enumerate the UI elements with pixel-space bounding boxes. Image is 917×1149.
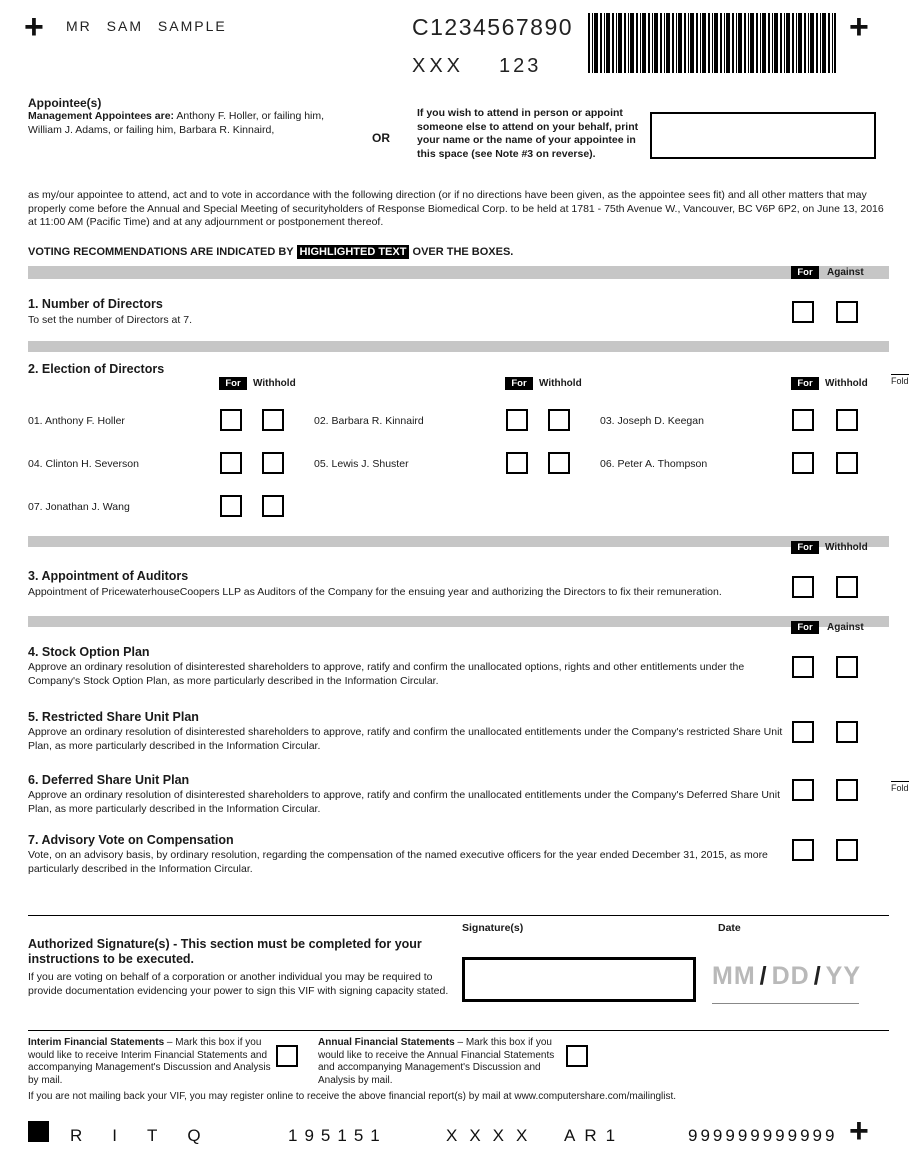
item4-title — [28, 645, 150, 659]
director-01-for-checkbox[interactable] — [220, 409, 242, 431]
director-06-num: 06. — [600, 458, 615, 470]
date-mm-placeholder[interactable]: MM — [712, 962, 756, 990]
signature-section-divider — [28, 915, 889, 916]
director-02-for-checkbox[interactable] — [506, 409, 528, 431]
item1-against-checkbox[interactable] — [836, 301, 858, 323]
management-appointees-text — [28, 110, 360, 137]
crop-mark-top-right: + — [849, 8, 869, 46]
date-dd-placeholder[interactable]: DD — [771, 962, 810, 990]
section-divider-bar-4 — [28, 616, 889, 627]
director-07-for-checkbox[interactable] — [220, 495, 242, 517]
for-column-header-3: For — [791, 541, 819, 554]
item3-withhold-checkbox[interactable] — [836, 576, 858, 598]
director-03-num: 03. — [600, 415, 615, 427]
date-separator-1: / — [759, 962, 768, 990]
annual-statements-text — [318, 1037, 564, 1087]
for-column-header-col2: For — [505, 377, 533, 390]
item5-title — [28, 710, 199, 724]
director-04-label: Clinton H. Severson — [45, 458, 139, 470]
appointee-section-title: Appointee(s) — [28, 96, 102, 110]
management-appointees-names: Anthony F. Holler, or failing him, William J. Adams, or failing him, Barbara R. Kinnaird, — [28, 110, 325, 136]
director-07-num: 07. — [28, 501, 43, 513]
appointee-name-box[interactable] — [650, 112, 876, 159]
intro-paragraph: as my/our appointee to attend, act and to vote in accordance with the following direction (or if no directions have been given, as the appointee sees fit) and all other matters that may properly come before the Annual and Special Meeting of securityholders of Response Biomedical Corp. to be held at 1781 - 75th Avenue W., Vancouver, BC V6P 6P2, on June 13, 2016 at 11:00 AM (Pacific Time) and at any adjournment or postponement thereof. — [28, 189, 884, 228]
barcode — [588, 13, 836, 73]
withhold-column-header-3: Withhold — [825, 542, 868, 553]
director-02-num: 02. — [314, 415, 329, 427]
recommendation-note — [28, 246, 513, 258]
appointee-instruction: If you wish to attend in person or appoint someone else to attend on your behalf, print your name or the name of your appointee in this space (see Note #3 on reverse). — [417, 107, 639, 160]
annual-statements-body: – Mark this box if you would like to receive the Annual Financial Statements and accompanying Management's Discussion and Analysis by mail. — [318, 1037, 555, 1086]
director-05-label: Lewis J. Shuster — [331, 458, 409, 470]
director-01-name — [28, 415, 125, 429]
item7-against-checkbox[interactable] — [836, 839, 858, 861]
item6-description: Approve an ordinary resolution of disinterested shareholders to approve, ratify and confirm the unallocated entitlements under the Company's Deferred Share Unit Plan, as more particularly described in the Information Circular. — [28, 789, 781, 815]
item3-description: Appointment of PricewaterhouseCoopers LLP as Auditors of the Company for the ensuing year and authorizing the Directors to fix their remuneration. — [28, 586, 722, 598]
director-01-num: 01. — [28, 415, 43, 427]
footer-code-ar1: AR1 — [564, 1126, 625, 1145]
item6-number: 6. — [28, 773, 39, 787]
director-06-withhold-checkbox[interactable] — [836, 452, 858, 474]
director-02-withhold-checkbox[interactable] — [548, 409, 570, 431]
director-07-name — [28, 501, 130, 515]
item2-title — [28, 362, 164, 376]
footer-code-195151: 195151 — [288, 1126, 387, 1145]
item7-title-text: Advisory Vote on Compensation — [41, 833, 234, 847]
date-label: Date — [718, 922, 741, 934]
date-field[interactable] — [712, 962, 861, 991]
authorized-signature-heading: Authorized Signature(s) - This section must be completed for your instructions to be executed. — [28, 937, 422, 966]
withhold-column-header-col3: Withhold — [825, 378, 868, 389]
director-07-label: Jonathan J. Wang — [45, 501, 130, 513]
footer-code-ritq: RITQ — [70, 1126, 231, 1145]
director-03-withhold-checkbox[interactable] — [836, 409, 858, 431]
scan-registration-square — [28, 1121, 49, 1142]
item1-title — [28, 297, 163, 311]
director-05-for-checkbox[interactable] — [506, 452, 528, 474]
director-05-name — [314, 458, 409, 472]
item7-description: Vote, on an advisory basis, by ordinary resolution, regarding the compensation of the named executive officers for the year ended December 31, 2015, as more particularly described in the Information Circular. — [28, 849, 768, 875]
director-07-withhold-checkbox[interactable] — [262, 495, 284, 517]
mailing-list-note: If you are not mailing back your VIF, you may register online to receive the above financial report(s) by mail at www.computershare.com/mailinglist. — [28, 1091, 677, 1102]
interim-statements-checkbox[interactable] — [276, 1045, 298, 1067]
for-column-header-1: For — [791, 266, 819, 279]
for-column-header-col3: For — [791, 377, 819, 390]
director-04-for-checkbox[interactable] — [220, 452, 242, 474]
item7-title — [28, 833, 234, 847]
recommendation-prefix: VOTING RECOMMENDATIONS ARE INDICATED BY — [28, 246, 297, 258]
item6-for-checkbox[interactable] — [792, 779, 814, 801]
director-01-label: Anthony F. Holler — [44, 415, 125, 427]
item5-description: Approve an ordinary resolution of disinterested shareholders to approve, ratify and confirm the unallocated entitlements under the Company's restricted Share Unit Plan, as more particularly described in the Information Circular. — [28, 726, 783, 752]
fold-marker-1: Fold — [891, 376, 909, 386]
holder-code-123: 123 — [499, 55, 542, 77]
director-04-name — [28, 458, 139, 472]
withhold-column-header-col2: Withhold — [539, 378, 582, 389]
director-06-label: Peter A. Thompson — [617, 458, 708, 470]
signature-box[interactable] — [462, 957, 696, 1002]
interim-statements-text — [28, 1037, 276, 1087]
director-02-name — [314, 415, 424, 429]
signatures-label: Signature(s) — [462, 922, 524, 934]
section-divider-bar-2 — [28, 341, 889, 352]
date-underline — [712, 1003, 859, 1004]
item6-title — [28, 773, 189, 787]
item6-title-text: Deferred Share Unit Plan — [41, 773, 190, 787]
director-03-label: Joseph D. Keegan — [617, 415, 704, 427]
financial-section-divider — [28, 1030, 889, 1031]
item1-for-checkbox[interactable] — [792, 301, 814, 323]
item5-number: 5. — [28, 710, 39, 724]
director-03-for-checkbox[interactable] — [792, 409, 814, 431]
director-02-label: Barbara R. Kinnaird — [331, 415, 424, 427]
recommendation-highlight: HIGHLIGHTED TEXT — [297, 245, 410, 259]
fold-marker-2: Fold — [891, 783, 909, 793]
item4-number: 4. — [28, 645, 39, 659]
item6-against-checkbox[interactable] — [836, 779, 858, 801]
director-05-num: 05. — [314, 458, 329, 470]
footer-code-xxxx: XXXX — [446, 1126, 540, 1145]
date-yy-placeholder[interactable]: YY — [825, 962, 862, 990]
director-05-withhold-checkbox[interactable] — [548, 452, 570, 474]
crop-mark-bottom-right: + — [849, 1112, 869, 1149]
item7-for-checkbox[interactable] — [792, 839, 814, 861]
section-divider-bar-3 — [28, 536, 889, 547]
item5-against-checkbox[interactable] — [836, 721, 858, 743]
item1-title-text: Number of Directors — [41, 297, 163, 311]
management-appointees-lead: Management Appointees are: — [28, 110, 175, 122]
item7-number: 7. — [28, 833, 39, 847]
director-06-name — [600, 458, 707, 472]
section-divider-bar-1 — [28, 266, 889, 279]
item3-title-text: Appointment of Auditors — [41, 569, 189, 583]
footer-code-nines: 999999999999 — [688, 1126, 838, 1145]
interim-statements-title: Interim Financial Statements — [28, 1037, 165, 1048]
authorized-signature-note: If you are voting on behalf of a corporation or another individual you may be required to provide documentation evidencing your power to sign this VIF with signing capacity stated. — [28, 971, 449, 997]
for-column-header-4: For — [791, 621, 819, 634]
item5-title-text: Restricted Share Unit Plan — [41, 710, 199, 724]
against-column-header-1: Against — [827, 267, 864, 278]
item1-description: To set the number of Directors at 7. — [28, 314, 192, 326]
item4-title-text: Stock Option Plan — [41, 645, 150, 659]
item5-for-checkbox[interactable] — [792, 721, 814, 743]
date-separator-2: / — [813, 962, 822, 990]
item1-number: 1. — [28, 297, 39, 311]
recommendation-suffix: OVER THE BOXES. — [409, 246, 514, 258]
against-column-header-4: Against — [827, 622, 864, 633]
item3-for-checkbox[interactable] — [792, 576, 814, 598]
annual-statements-title: Annual Financial Statements — [318, 1037, 455, 1048]
control-number: C1234567890 — [412, 14, 574, 40]
holder-code-xxx: XXX — [412, 55, 465, 77]
item4-description: Approve an ordinary resolution of disinterested shareholders to approve, ratify and confirm the unallocated options, rights and other entitlements under the Company's Stock Option Plan, as more particularly described in the Information Circular. — [28, 661, 745, 687]
item3-title — [28, 569, 188, 583]
recipient-name: MR SAM SAMPLE — [66, 18, 227, 34]
item4-for-checkbox[interactable] — [792, 656, 814, 678]
director-01-withhold-checkbox[interactable] — [262, 409, 284, 431]
director-06-for-checkbox[interactable] — [792, 452, 814, 474]
item3-number: 3. — [28, 569, 39, 583]
item2-number: 2. — [28, 362, 39, 376]
annual-statements-checkbox[interactable] — [566, 1045, 588, 1067]
director-04-withhold-checkbox[interactable] — [262, 452, 284, 474]
crop-mark-top-left: + — [24, 8, 44, 46]
for-column-header-col1: For — [219, 377, 247, 390]
director-03-name — [600, 415, 704, 429]
withhold-column-header-col1: Withhold — [253, 378, 296, 389]
or-label: OR — [372, 131, 390, 145]
interim-statements-body: – Mark this box if you would like to receive Interim Financial Statements and accompanying Management's Discussion and Analysis by mail. — [28, 1037, 271, 1086]
director-04-num: 04. — [28, 458, 43, 470]
item2-title-text: Election of Directors — [41, 362, 165, 376]
item4-against-checkbox[interactable] — [836, 656, 858, 678]
